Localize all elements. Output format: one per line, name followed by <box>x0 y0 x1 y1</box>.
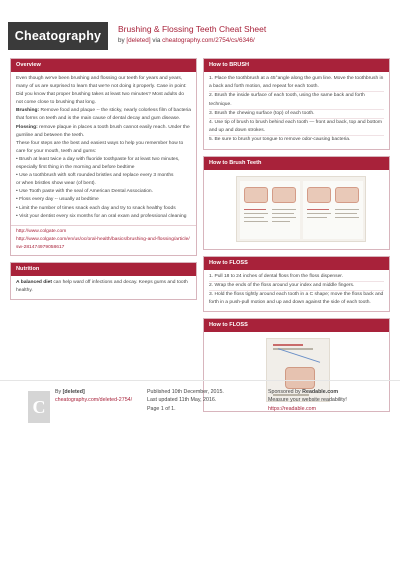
nutrition-bold: A balanced diet <box>16 279 52 285</box>
tip-item: • Limit the number of times snack each day and try to snack healthy foods <box>16 205 176 211</box>
sponsor-text: Measure your website readability! <box>268 397 347 404</box>
brush-step: 2. Brush the inside surface of each tooth, using the same back and forth technique. <box>209 92 384 109</box>
footer-author <box>55 388 135 405</box>
brush-step: 3. Brush the chewing surface (top) of each tooth. <box>209 110 384 119</box>
tooth-icon <box>244 187 268 203</box>
how-to-floss-section <box>203 256 390 313</box>
tooth-icon <box>272 187 296 203</box>
tip-item: • Floss every day -- usually at bedtime <box>16 197 99 203</box>
nutrition-heading: Nutrition <box>11 263 196 276</box>
flossing-text: remove plaque in places a tooth brush cannot easily reach. Under the gumline and between the teeth. <box>16 124 190 138</box>
page-count: Page 1 of 1. <box>147 405 176 412</box>
illustration-text-line <box>244 221 268 222</box>
how-to-brush-heading: How to BRUSH <box>204 59 389 72</box>
illustration-text-line <box>307 213 331 214</box>
how-to-brush-teeth-section <box>203 156 390 250</box>
brush-step: 1. Place the toothbrush at a 45°angle along the gum line. Move the toothbrush in a back and forth motion, and repeat for each tooth. <box>209 75 384 92</box>
sheet-url-link[interactable]: cheatography.com/2754/cs/6346/ <box>162 37 255 44</box>
brush-step: 5. Be sure to brush your tongue to remove odor-causing bacteria. <box>209 137 351 143</box>
illustration-page-right <box>303 181 363 239</box>
by-text: by <box>118 37 125 44</box>
illustration-text-line <box>307 217 327 218</box>
overview-section <box>10 58 197 256</box>
illustration-text-line <box>272 217 296 218</box>
overview-heading: Overview <box>11 59 196 72</box>
illustration-text-line <box>244 209 266 210</box>
tooth-icon <box>307 187 331 203</box>
illustration-text-line <box>273 344 303 345</box>
illustration-page-left <box>240 181 300 239</box>
brushing-paragraph <box>16 107 191 123</box>
how-to-floss-heading: How to FLOSS <box>204 257 389 270</box>
flossing-paragraph <box>16 124 191 140</box>
nutrition-section <box>10 262 197 300</box>
brushing-label: Brushing: <box>16 108 40 114</box>
illustration-text-line <box>244 217 264 218</box>
overview-intro: Even though we've been brushing and flossing our teeth for years and years, many of us are surprised to learn that we're not doing it properly. Case in point: Did you know that proper brushing takes at least two minutes? Most adults do not come close to brushing that long. <box>16 76 187 106</box>
footer-by-label: By <box>55 389 62 395</box>
brushing-text: Remove food and plaque -- the sticky, nearly colorless film of bacteria that forms on teeth and is the main cause of dental decay and gum disease. <box>16 108 191 122</box>
footer-author-url[interactable]: cheatography.com/deleted-2754/ <box>55 397 133 404</box>
how-to-brush-teeth-heading: How to Brush Teeth <box>204 157 389 170</box>
published-date: Published 10th December, 2015. <box>147 389 224 395</box>
via-text: via <box>152 37 161 44</box>
tip-item: • Visit your dentist every six months for an oral exam and professional cleaning <box>16 213 187 219</box>
floss-step: 2. Wrap the ends of the floss around your index and middle fingers. <box>209 282 384 291</box>
illustration-text-line <box>272 213 294 214</box>
page-header <box>0 0 400 58</box>
floss-steps <box>204 270 389 312</box>
brush-step: 4. Use tip of brush to brush behind each tooth — front and back, top and bottom and up and down strokes. <box>209 119 384 136</box>
right-column <box>203 58 390 418</box>
colgate-link[interactable]: http://www.colgate.com <box>16 228 67 234</box>
nutrition-text: can help ward off infections and decay. Keeps gums and tooth healthy. <box>16 279 188 294</box>
author-link[interactable]: [deleted] <box>126 37 151 44</box>
footer-author-name[interactable]: [deleted] <box>62 389 85 395</box>
sponsor-name[interactable]: Readable.com <box>302 389 339 395</box>
left-column <box>10 58 197 306</box>
illustration-text-line <box>244 213 268 214</box>
tip-item: or when bristles show wear (of bent). <box>16 181 96 187</box>
illustration-text-line <box>272 221 290 222</box>
cheatography-logo[interactable]: Cheatography <box>8 22 108 50</box>
how-to-floss-image-heading: How to FLOSS <box>204 319 389 332</box>
illustration-text-line <box>335 213 357 214</box>
illustration-text-line <box>307 209 329 210</box>
tooth-icon <box>335 187 359 203</box>
tip-item: • Brush at least twice a day with fluoride toothpaste for at least two minutes, especially first thing in the morning and before bedtime <box>16 156 180 171</box>
floss-step: 3. Hold the floss tightly around each tooth in a C shape; move the floss back and forth in a push-pull motion and up and down against the side of each tooth. <box>209 292 384 306</box>
brush-image-wrap <box>204 170 389 249</box>
brushing-illustration <box>236 176 366 242</box>
sponsor-url[interactable]: https://readable.com <box>268 405 316 412</box>
page-footer <box>0 380 400 430</box>
flossing-label: Flossing: <box>16 124 38 130</box>
updated-date: Last updated 11th May, 2016. <box>147 397 217 404</box>
nutrition-body <box>11 276 196 299</box>
tip-item: • Use Tooth paste with the seal of American Dental Association. <box>16 189 154 195</box>
sheet-byline <box>118 37 255 44</box>
brush-steps <box>204 72 389 149</box>
overview-links <box>11 225 196 255</box>
illustration-text-line <box>335 217 359 218</box>
sponsor-label: Sponsored by <box>268 389 301 395</box>
footer-sponsor <box>268 388 393 413</box>
overview-body <box>11 72 196 225</box>
floss-strand-icon <box>278 349 320 364</box>
tips-intro: These four steps are the best and easiest ways to help you remember how to care for your mouth, teeth and gums: <box>16 140 184 154</box>
illustration-text-line <box>335 209 359 210</box>
sheet-title: Brushing & Flossing Teeth Cheat Sheet <box>118 24 267 34</box>
footer-meta <box>147 388 237 413</box>
illustration-text-line <box>272 209 296 210</box>
floss-step: 1. Pull 18 to 24 inches of dental floss from the floss dispenser. <box>209 273 384 282</box>
how-to-brush-section <box>203 58 390 150</box>
cheatography-c-logo: C <box>28 391 50 423</box>
tip-item: • Use a toothbrush with soft rounded bristles and replace every 3 months <box>16 173 174 179</box>
colgate-article-link[interactable]: http://www.colgate.com/en/us/oc/oral-health/basics/brushing-and-flossing/article/sw-281474979058617 <box>16 236 190 250</box>
